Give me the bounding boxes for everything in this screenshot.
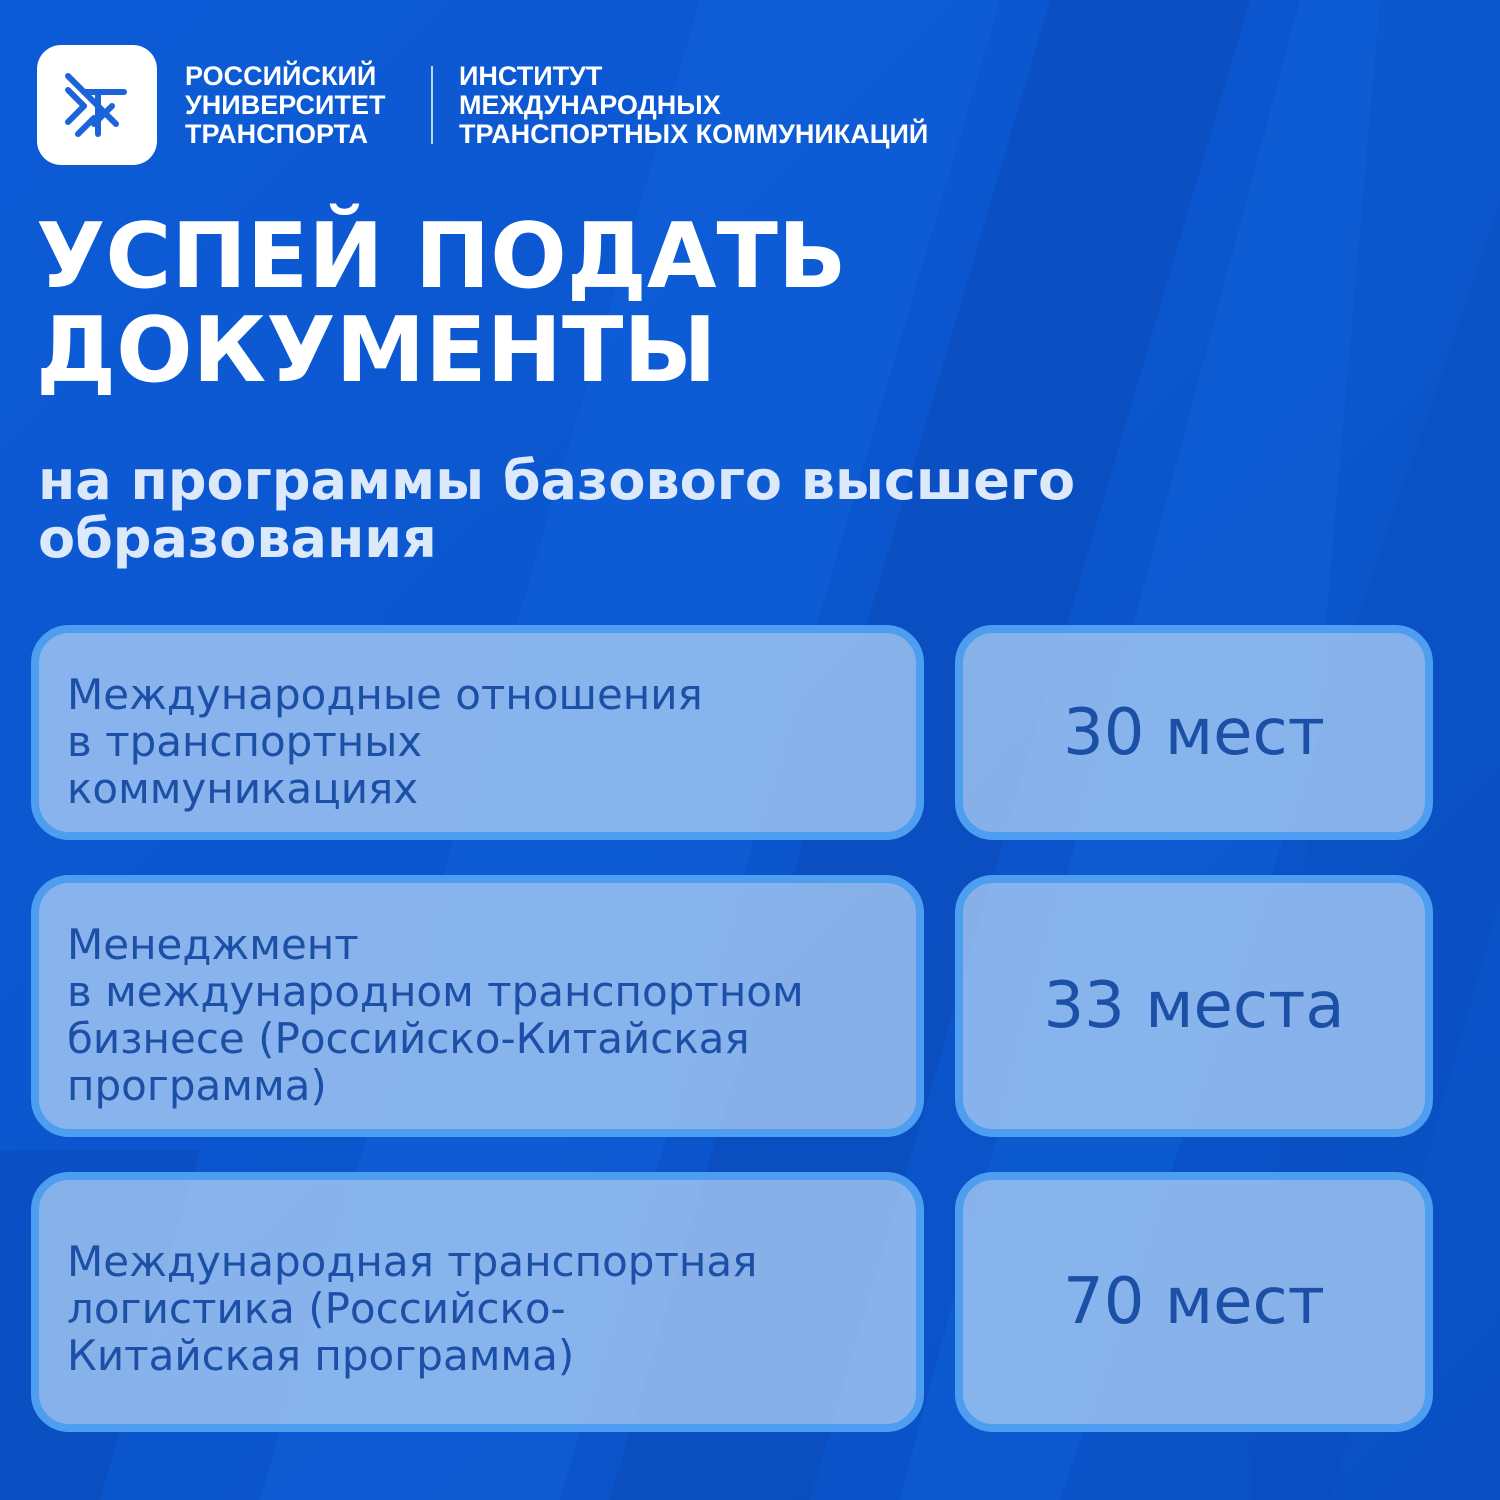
institute-name-line: ТРАНСПОРТНЫХ КОММУНИКАЦИЙ bbox=[459, 119, 929, 149]
program-name-line: программа) bbox=[67, 1061, 327, 1110]
program-name-line: коммуникациях bbox=[67, 764, 419, 813]
institute-name-line: МЕЖДУНАРОДНЫХ bbox=[459, 90, 721, 120]
page-subtitle bbox=[38, 449, 1076, 570]
program-name bbox=[67, 921, 896, 1109]
header-divider bbox=[431, 66, 433, 144]
university-logo bbox=[37, 45, 157, 165]
subtitle-line: образования bbox=[38, 507, 437, 570]
program-card bbox=[31, 625, 924, 840]
subtitle-line: на программы базового высшего bbox=[38, 449, 1076, 512]
program-card bbox=[31, 1172, 924, 1432]
program-name-line: Китайская программа) bbox=[67, 1331, 575, 1380]
rut-logo-icon bbox=[54, 62, 140, 148]
institute-name bbox=[459, 62, 928, 149]
program-name bbox=[67, 1238, 896, 1379]
program-name bbox=[67, 671, 896, 812]
program-name-line: логистика (Российско- bbox=[67, 1284, 566, 1333]
university-name bbox=[185, 62, 385, 149]
page-headline bbox=[36, 204, 847, 403]
seats-card bbox=[955, 625, 1433, 840]
headline-line: ДОКУМЕНТЫ bbox=[36, 298, 717, 403]
seats-card bbox=[955, 875, 1433, 1137]
seats-count: 70 мест bbox=[1063, 1265, 1325, 1339]
seats-card bbox=[955, 1172, 1433, 1432]
program-name-line: Менеджмент bbox=[67, 920, 359, 969]
university-name-line: ТРАНСПОРТА bbox=[185, 119, 368, 149]
university-name-line: УНИВЕРСИТЕТ bbox=[185, 90, 386, 120]
program-name-line: в международном транспортном bbox=[67, 967, 804, 1016]
university-name-line: РОССИЙСКИЙ bbox=[185, 61, 377, 91]
program-card bbox=[31, 875, 924, 1137]
seats-count: 30 мест bbox=[1063, 695, 1325, 770]
program-name-line: Международные отношения bbox=[67, 670, 703, 719]
program-name-line: в транспортных bbox=[67, 717, 423, 766]
headline-line: УСПЕЙ ПОДАТЬ bbox=[36, 204, 847, 309]
institute-name-line: ИНСТИТУТ bbox=[459, 61, 603, 91]
program-name-line: Международная транспортная bbox=[67, 1237, 758, 1286]
seats-count: 33 места bbox=[1043, 969, 1345, 1043]
program-name-line: бизнесе (Российско-Китайская bbox=[67, 1014, 750, 1063]
